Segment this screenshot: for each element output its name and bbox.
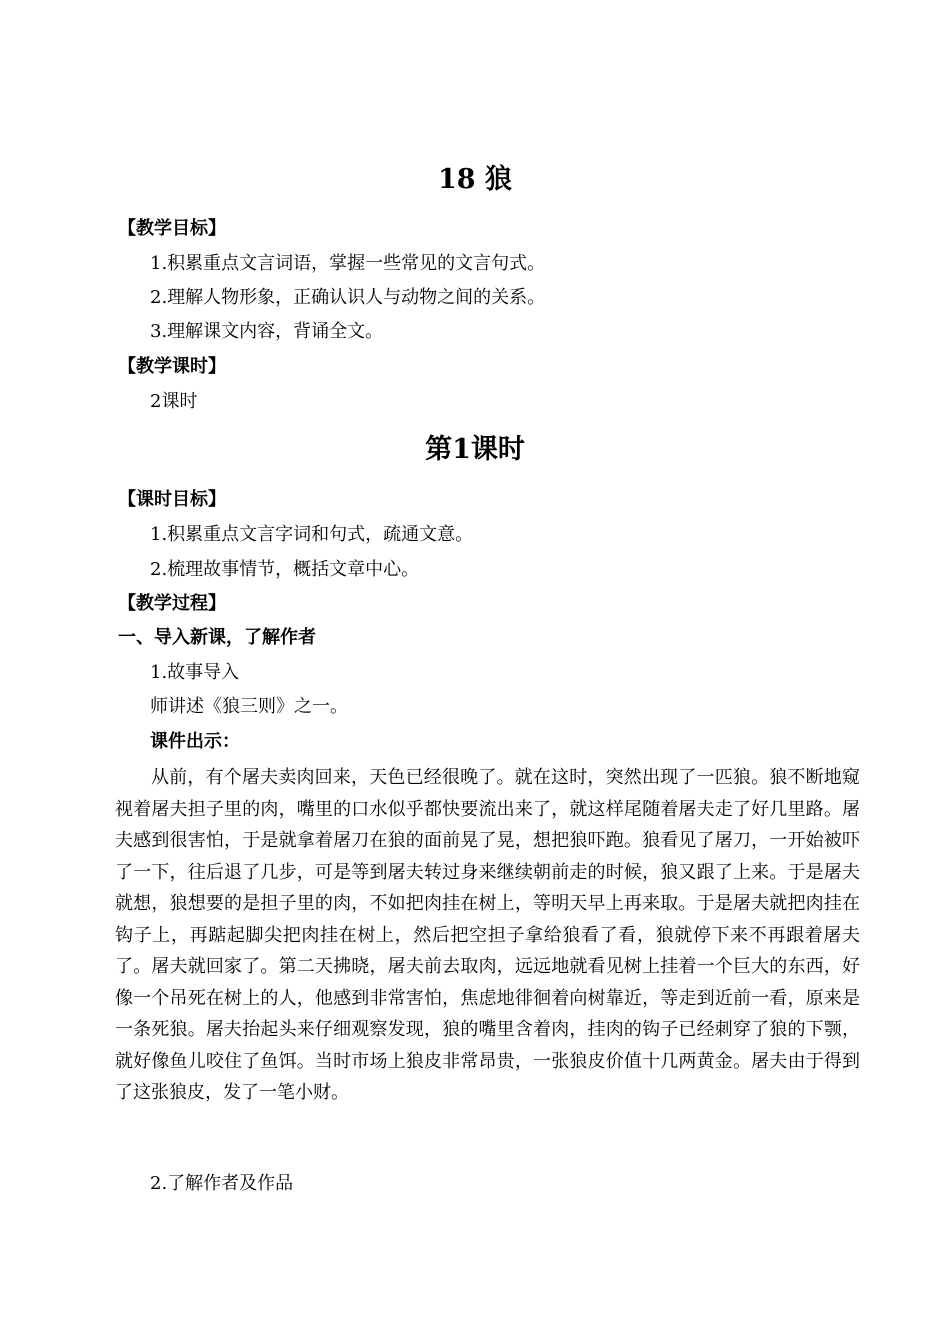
objectives-heading: 【教学目标】: [118, 218, 226, 239]
objective-item: 1.积累重点文言词语，掌握一些常见的文言句式。: [150, 253, 546, 274]
lesson-objectives-heading: 【课时目标】: [118, 489, 226, 510]
step-heading: 1.故事导入: [150, 662, 240, 683]
step-heading: 2.了解作者及作品: [150, 1173, 294, 1194]
courseware-label: 课件出示：: [150, 731, 240, 752]
page-title: 18 狼: [438, 164, 512, 195]
teacher-line: 师讲述《狼三则》之一。: [150, 696, 348, 717]
hours-value: 2课时: [150, 391, 198, 412]
hours-heading: 【教学课时】: [118, 356, 226, 377]
objective-item: 2.理解人物形象，正确认识人与动物之间的关系。: [150, 287, 546, 308]
lesson-objective-item: 2.梳理故事情节，概括文章中心。: [150, 559, 420, 580]
story-paragraph: 从前，有个屠夫卖肉回来，天色已经很晚了。就在这时，突然出现了一匹狼。狼不断地窥视着屠夫担子里的肉，嘴里的口水似乎都快要流出来了，就这样尾随着屠夫走了好几里路。屠夫感到很害怕，于是就拿着屠刀在狼的面前晃了晃，想把狼吓跑。狼看见了屠刀，一开始被吓了一下，往后退了几步，可是等到屠夫转过身来继续朝前走的时候，狼又跟了上来。于是屠夫就想，狼想要的是担子里的肉，不如把肉挂在树上，等明天早上再来取。于是屠夫就把肉挂在钩子上，再踮起脚尖把肉挂在树上，然后把空担子拿给狼看了看，狼就停下来不再跟着屠夫了。屠夫就回家了。第二天拂晓，屠夫前去取肉，远远地就看见树上挂着一个巨大的东西，好像一个吊死在树上的人，他感到非常害怕，焦虑地徘徊着向树靠近，等走到近前一看，原来是一条死狼。屠夫抬起头来仔细观察发现，狼的嘴里含着肉，挂肉的钩子已经刺穿了狼的下颚，就好像鱼儿咬住了鱼饵。当时市场上狼皮非常昂贵，一张狼皮价值十几两黄金。屠夫由于得到了这张狼皮，发了一笔小财。: [115, 767, 860, 1103]
objective-item: 3.理解课文内容，背诵全文。: [150, 321, 384, 342]
section-heading: 一、导入新课，了解作者: [118, 627, 316, 648]
lesson-objective-item: 1.积累重点文言字词和句式，疏通文意。: [150, 524, 474, 545]
lesson-title: 第1课时: [425, 434, 525, 465]
process-heading: 【教学过程】: [118, 593, 226, 614]
